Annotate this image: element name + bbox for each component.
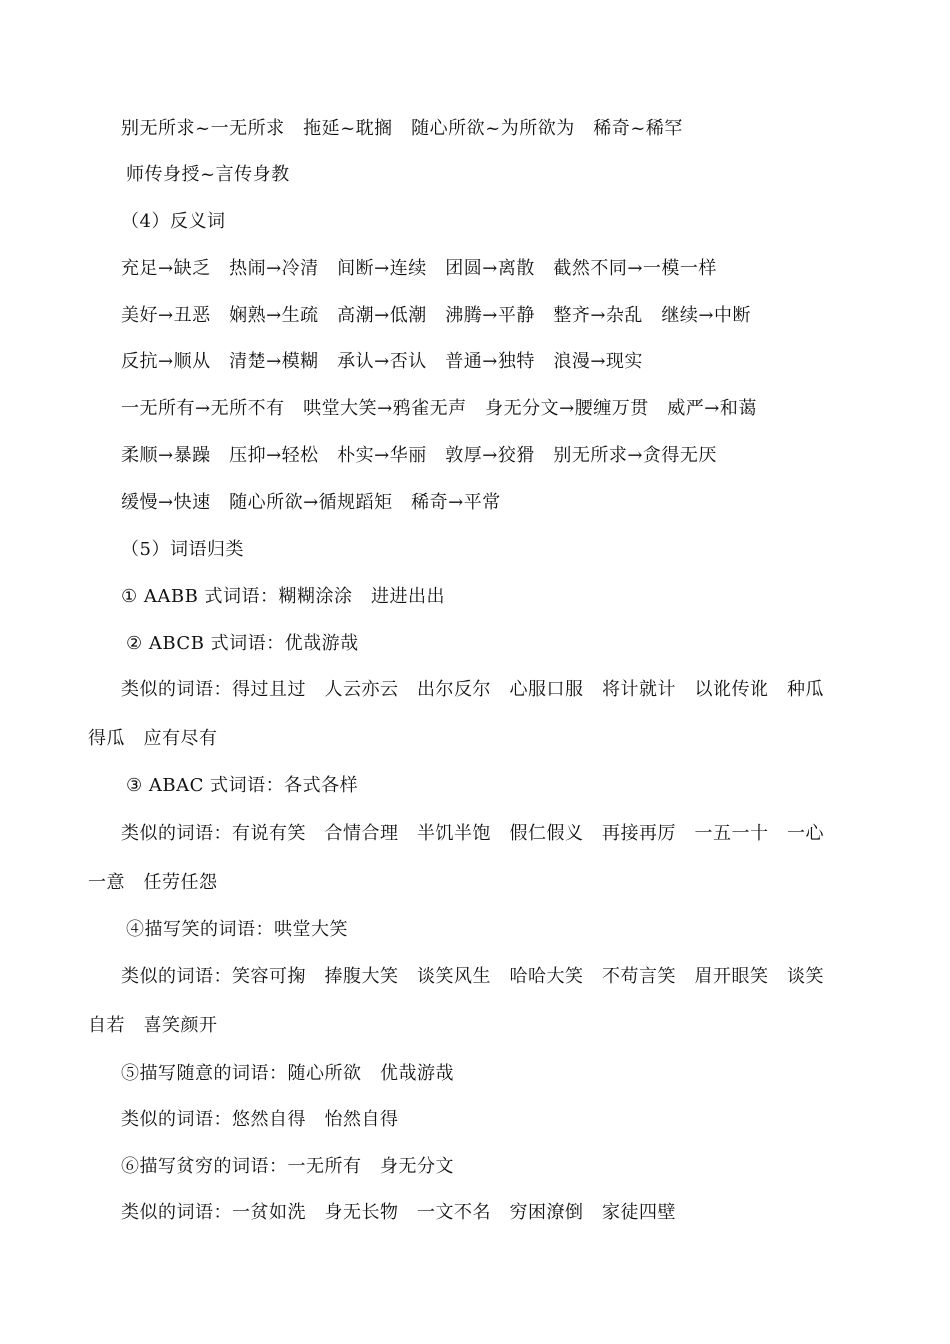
section-heading-antonyms: （4）反义词	[121, 211, 226, 232]
category-abcb-similar-1: 类似的词语：得过且过 人云亦云 出尔反尔 心服口服 将计就计 以讹传讹 种瓜	[121, 679, 824, 700]
section-heading-categories: （5）词语归类	[121, 539, 244, 560]
category-laugh: ④描写笑的词语：哄堂大笑	[126, 919, 348, 940]
antonym-line-4: 一无所有→无所不有 哄堂大笑→鸦雀无声 身无分文→腰缠万贯 威严→和蔼	[121, 398, 757, 419]
synonym-line-2: 师传身授~言传身教	[126, 164, 290, 185]
category-casual: ⑤描写随意的词语：随心所欲 优哉游哉	[121, 1063, 454, 1084]
category-abac: ③ ABAC 式词语：各式各样	[126, 775, 359, 796]
category-poverty-similar: 类似的词语：一贫如洗 身无长物 一文不名 穷困潦倒 家徒四壁	[121, 1202, 676, 1223]
category-laugh-similar-1: 类似的词语：笑容可掬 捧腹大笑 谈笑风生 哈哈大笑 不苟言笑 眉开眼笑 谈笑	[121, 966, 824, 987]
synonym-line-1: 别无所求~一无所求 拖延~耽搁 随心所欲~为所欲为 稀奇~稀罕	[121, 118, 683, 139]
antonym-line-1: 充足→缺乏 热闹→冷清 间断→连续 团圆→离散 截然不同→一模一样	[121, 258, 717, 279]
antonym-line-3: 反抗→顺从 清楚→模糊 承认→否认 普通→独特 浪漫→现实	[121, 351, 643, 372]
antonym-line-6: 缓慢→快速 随心所欲→循规蹈矩 稀奇→平常	[121, 492, 501, 513]
category-abcb-similar-2: 得瓜 应有尽有	[88, 728, 218, 749]
category-abcb: ② ABCB 式词语：优哉游哉	[126, 633, 359, 654]
antonym-line-5: 柔顺→暴躁 压抑→轻松 朴实→华丽 敦厚→狡猾 别无所求→贪得无厌	[121, 445, 717, 466]
category-poverty: ⑥描写贫穷的词语：一无所有 身无分文	[121, 1156, 454, 1177]
antonym-line-2: 美好→丑恶 娴熟→生疏 高潮→低潮 沸腾→平静 整齐→杂乱 继续→中断	[121, 305, 751, 326]
category-abac-similar-1: 类似的词语：有说有笑 合情合理 半饥半饱 假仁假义 再接再厉 一五一十 一心	[121, 823, 824, 844]
category-casual-similar: 类似的词语：悠然自得 怡然自得	[121, 1109, 399, 1130]
category-laugh-similar-2: 自若 喜笑颜开	[88, 1015, 218, 1036]
category-abac-similar-2: 一意 任劳任怨	[88, 872, 218, 893]
category-aabb: ① AABB 式词语：糊糊涂涂 进进出出	[121, 586, 446, 607]
